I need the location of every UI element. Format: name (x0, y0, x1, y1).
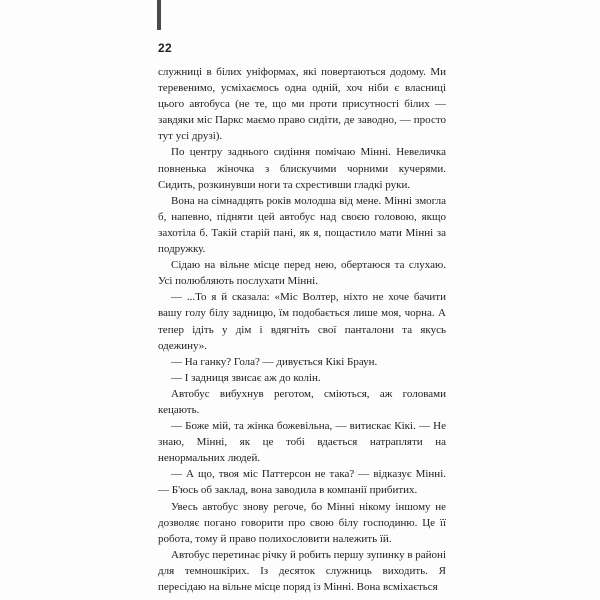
paragraph: Увесь автобус знову регоче, бо Мінні нікому іншому не дозволяє погано говорити про свою білу господиню. Це її робота, тому й право полихословити належить їй. (158, 500, 446, 545)
page-edge-bar (157, 0, 161, 30)
page-number: 22 (158, 41, 172, 55)
paragraph: Автобус перетинає річку й робить першу зупинку в районі для темношкірих. Із десяток служниць виходить. Я пересідаю на вільне місце поряд із Мінні. Вона всміхається (158, 548, 446, 593)
paragraph: — ...То я й сказала: «Міс Волтер, ніхто не хоче бачити вашу голу білу задницю, їм подобається лише моя, чорна. А тепер ідіть у дім і вдягніть свої панталони та якусь одежину». (158, 291, 446, 352)
paragraph: По центру заднього сидіння помічаю Мінні. Невеличка повненька жіночка з блискучими чорними кучерями. Сидить, розкинувши ноги та схрестивши гладкі руки. (158, 146, 446, 191)
paragraph: — А що, твоя міс Паттерсон не така? — відказує Мінні. — Б'юсь об заклад, вона заводила в компанії прибитих. (158, 468, 446, 497)
paragraph: — Боже мій, та жінка божевільна, — витискає Кікі. — Не знаю, Мінні, як це тобі вдається натрапляти на ненормальних людей. (158, 420, 446, 465)
paragraph: Сідаю на вільне місце перед нею, обертаюся та слухаю. Усі полюбляють послухати Мінні. (158, 259, 446, 288)
paragraph: служниці в білих уніформах, які повертаються додому. Ми теревенимо, усміхаємось одна одній, хоч ніби є власниці цього автобуса (не те, що ми проти присутності білих — завдяки міс Паркс маємо право сидіти, де заводно, — просто тут усі друзі). (158, 66, 446, 143)
paragraph: — І задниця звисає аж до колін. (171, 371, 321, 384)
paragraph: Вона на сімнадцять років молодша від мене. Мінні змогла б, напевно, підняти цей автобус над своєю головою, якщо захотіла б. Такій старій пані, як я, пощастило мати Мінні за подружку. (158, 194, 446, 256)
body-text (158, 64, 446, 595)
paragraph: Автобус вибухнув реготом, сміються, аж головами кецають. (158, 387, 446, 416)
paragraph: — На ганку? Гола? — дивується Кікі Браун. (171, 355, 378, 368)
